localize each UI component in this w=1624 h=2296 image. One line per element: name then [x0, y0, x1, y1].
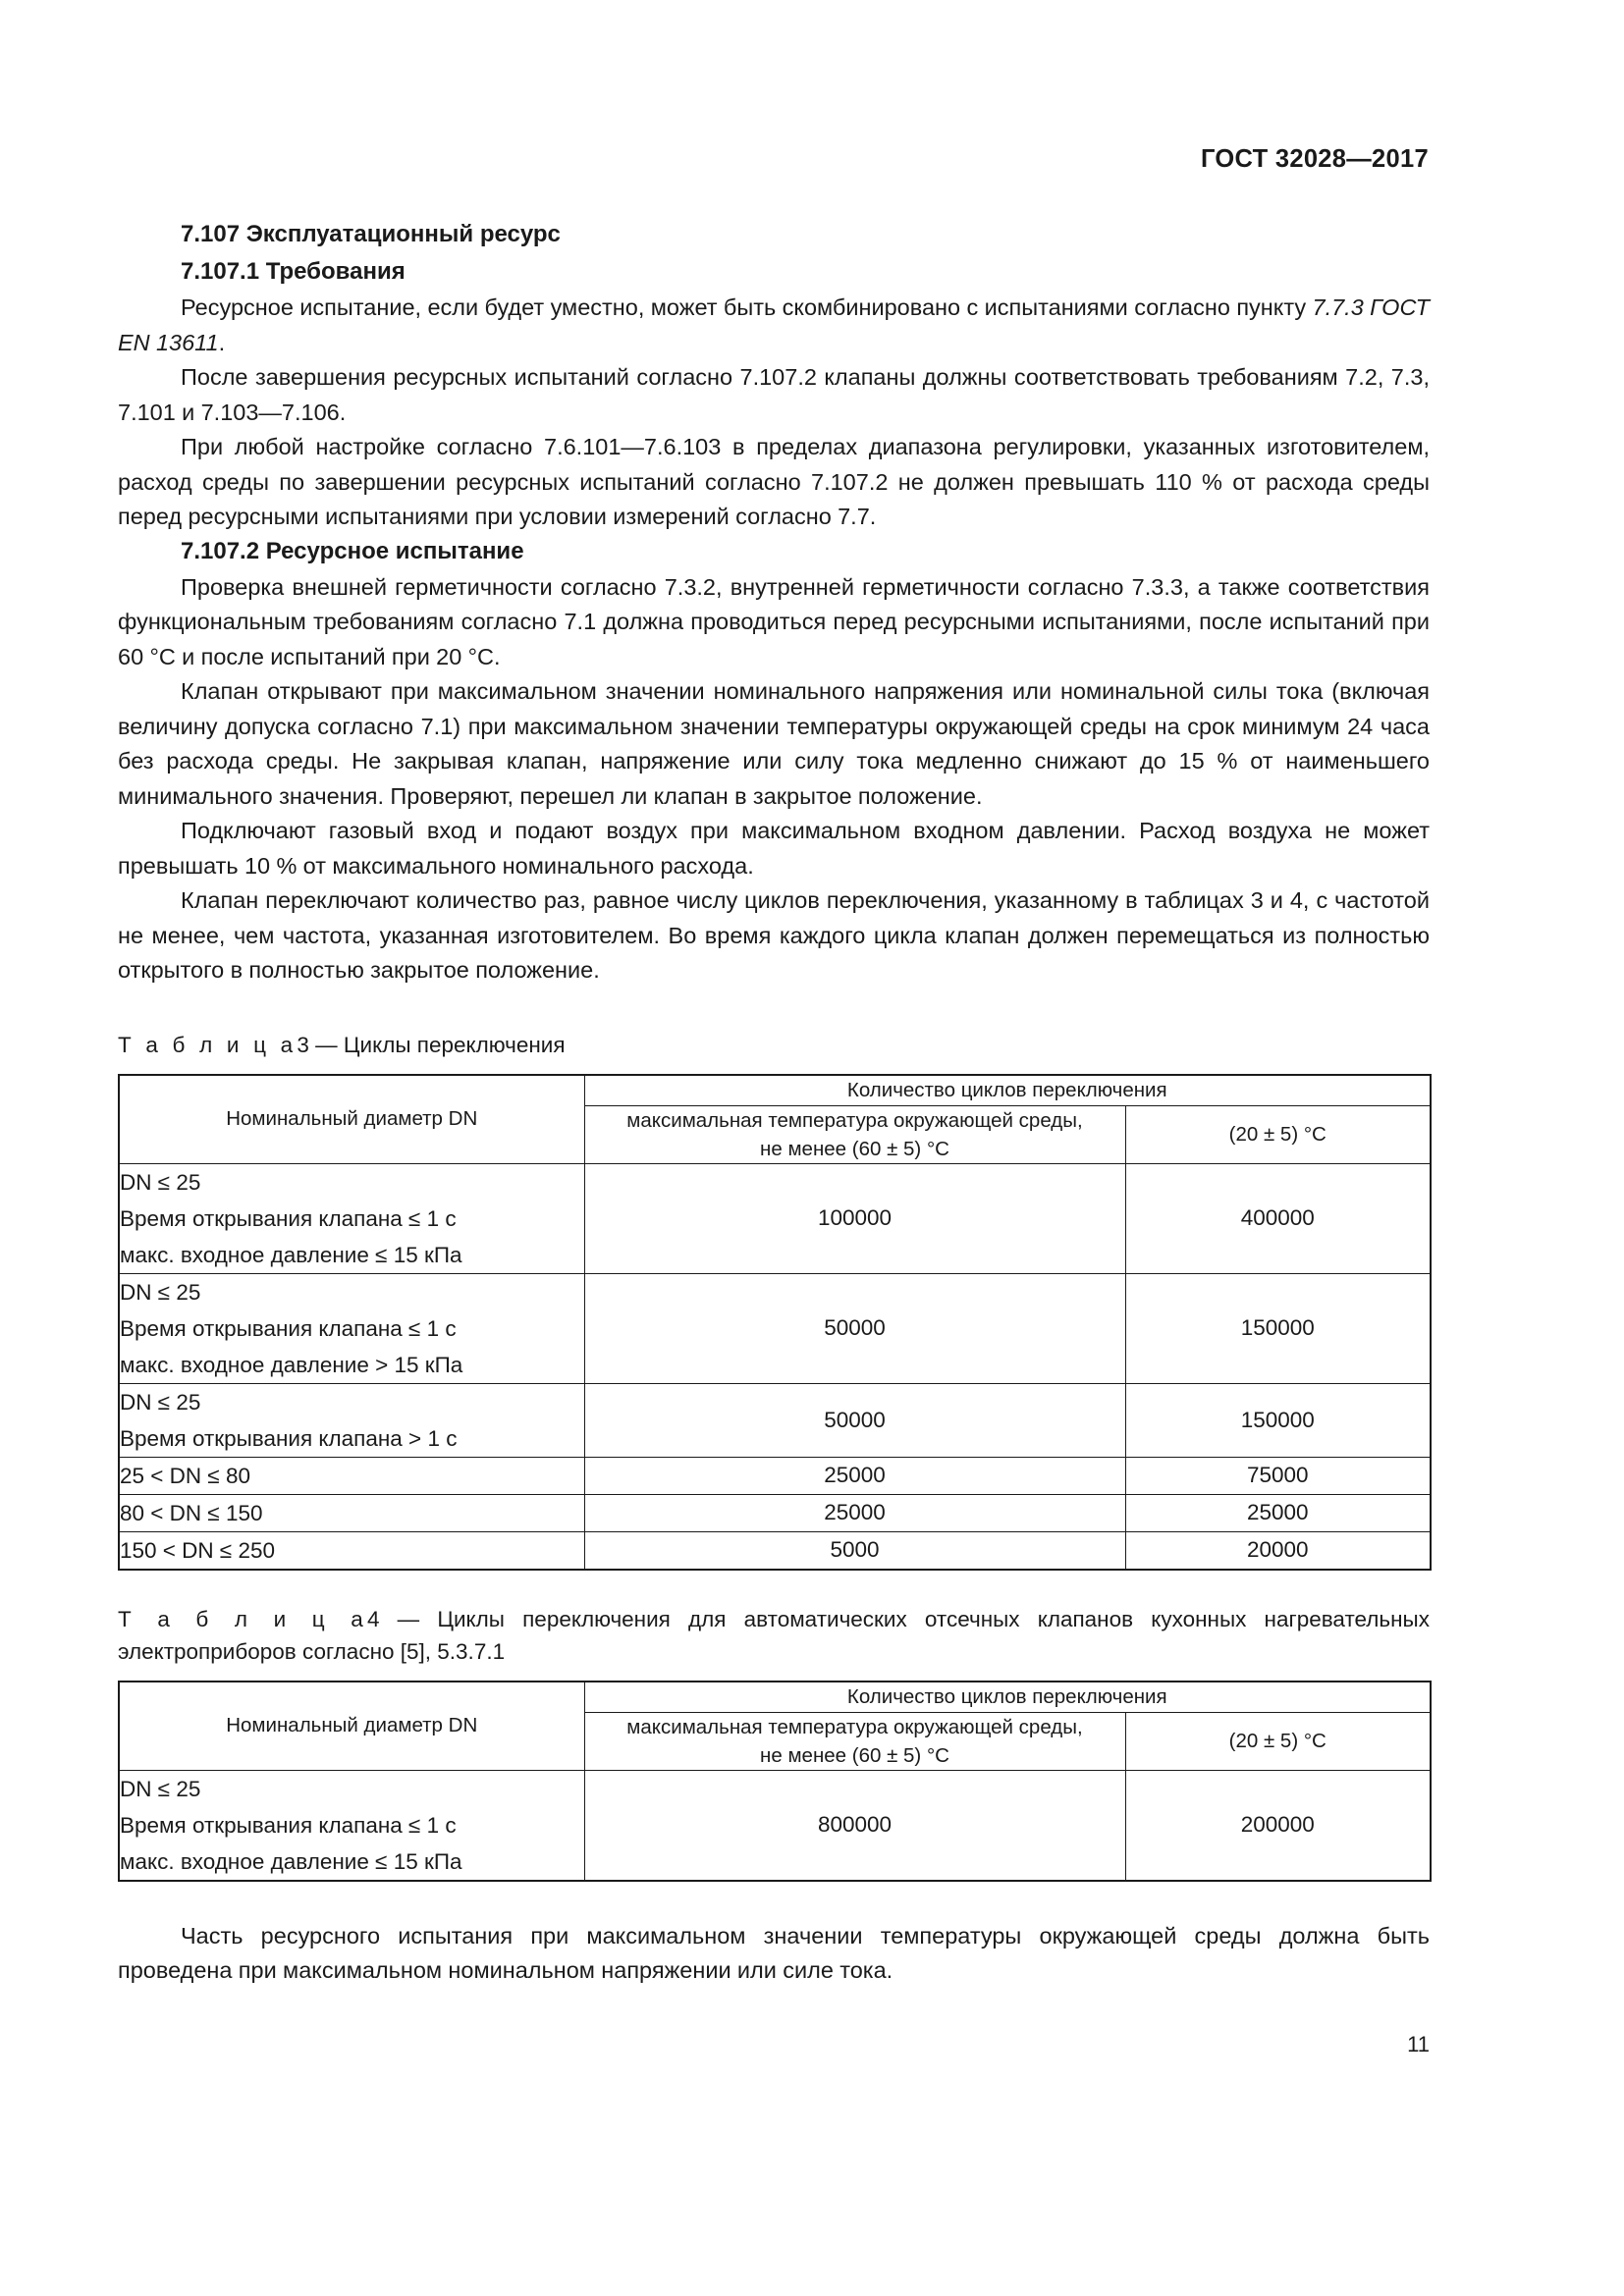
table-row: [119, 1770, 1431, 1881]
paragraph-text-part-b: .: [218, 329, 226, 355]
header-cell-cycle-count-group: Количество циклов переключения: [584, 1682, 1431, 1713]
dn-line: DN ≤ 25: [120, 1169, 201, 1195]
paragraph-reference-italic: 7.7.3 ГОСТ EN 13611: [118, 294, 1430, 355]
header-line-1: максимальная температура окружающей среды,: [626, 1715, 1083, 1738]
dn-line: 25 < DN ≤ 80: [120, 1463, 251, 1488]
cell-cycles-hot: 25000: [584, 1457, 1125, 1494]
cell-dn-condition: [119, 1163, 584, 1273]
header-line-1: максимальная температура окружающей среды,: [626, 1108, 1083, 1132]
table-switching-cycles-4: [118, 1681, 1432, 1882]
header-cell-room-temp: (20 ± 5) °C: [1125, 1105, 1431, 1163]
section-heading-7-107-1: 7.107.1 Требования: [181, 258, 406, 285]
table-3-caption: [118, 1029, 1430, 1061]
cell-cycles-hot: 5000: [584, 1531, 1125, 1570]
table-switching-cycles-3: [118, 1074, 1432, 1571]
paragraph-gas-inlet: Подключают газовый вход и подают воздух при максимальном входном давлении. Расход воздуха не может превышать 10 % от максимального номинального расхода.: [118, 818, 1430, 879]
header-cell-nominal-diameter: Номинальный диаметр DN: [119, 1075, 584, 1164]
cell-cycles-hot: 50000: [584, 1273, 1125, 1383]
dn-line: макс. входное давление ≤ 15 кПа: [120, 1242, 462, 1267]
dn-line: DN ≤ 25: [120, 1776, 201, 1801]
cell-cycles-cold: 150000: [1125, 1273, 1431, 1383]
paragraph-switching-cycles: Клапан переключают количество раз, равное числу циклов переключения, указанному в таблицах 3 и 4, с частотой не менее, чем частота, указанная изготовителем. Во время каждого цикла клапан должен перемещаться из полностью открытого в полностью закрытое положение.: [118, 887, 1430, 983]
dn-line: 80 < DN ≤ 150: [120, 1500, 263, 1525]
table-row: [119, 1163, 1431, 1273]
cell-dn-condition: [119, 1457, 584, 1494]
section-heading-7-107-2: 7.107.2 Ресурсное испытание: [181, 537, 524, 564]
paragraph-final-max-temp: Часть ресурсного испытания при максимальном значении температуры окружающей среды должна быть проведена при максимальном номинальном напряжении или силе тока.: [118, 1922, 1430, 1983]
header-line-2: не менее (60 ± 5) °C: [760, 1137, 949, 1160]
cell-cycles-cold: 20000: [1125, 1531, 1431, 1570]
table-3-caption-dash: —: [315, 1032, 338, 1057]
dn-line: Время открывания клапана ≤ 1 с: [120, 1205, 457, 1231]
section-heading-7-107: 7.107 Эксплуатационный ресурс: [181, 221, 561, 247]
header-line-2: не менее (60 ± 5) °C: [760, 1743, 949, 1767]
dn-line: Время открывания клапана ≤ 1 с: [120, 1812, 457, 1838]
table-row: [119, 1494, 1431, 1531]
dn-line: DN ≤ 25: [120, 1279, 201, 1305]
cell-dn-condition: [119, 1273, 584, 1383]
page-content: [118, 218, 1430, 2057]
cell-cycles-cold: 400000: [1125, 1163, 1431, 1273]
table-4-caption-number: 4: [366, 1606, 380, 1631]
paragraph-any-setting: При любой настройке согласно 7.6.101—7.6.103 в пределах диапазона регулировки, указанных изготовителем, расход среды по завершении ресурсных испытаний согласно 7.107.2 не должен превышать 110 % от расхода среды перед ресурсными испытаниями при условии измерений согласно 7.7.: [118, 434, 1430, 529]
paragraph-resource-test-combination: [118, 291, 1430, 360]
table-row: [119, 1457, 1431, 1494]
table-row: [119, 1531, 1431, 1570]
dn-line: макс. входное давление ≤ 15 кПа: [120, 1848, 462, 1874]
table-3-caption-title: Циклы переключения: [343, 1032, 566, 1057]
cell-cycles-hot: 25000: [584, 1494, 1125, 1531]
paragraph-text-part-a: Ресурсное испытание, если будет уместно, может быть скомбинировано с испытаниями согласно пункту: [181, 294, 1313, 320]
cell-cycles-hot: 50000: [584, 1383, 1125, 1457]
cell-dn-condition: [119, 1383, 584, 1457]
table-row: [119, 1383, 1431, 1457]
cell-cycles-hot: 800000: [584, 1770, 1125, 1881]
header-cell-max-ambient-temp: [584, 1712, 1125, 1770]
cell-cycles-cold: 150000: [1125, 1383, 1431, 1457]
cell-dn-condition: [119, 1531, 584, 1570]
dn-line: 150 < DN ≤ 250: [120, 1537, 276, 1563]
header-cell-room-temp: (20 ± 5) °C: [1125, 1712, 1431, 1770]
dn-line: DN ≤ 25: [120, 1389, 201, 1415]
table-header-row-group: [119, 1682, 1431, 1713]
table-4-caption: [118, 1603, 1430, 1668]
table-4-caption-title: Циклы переключения для автоматических отсечных клапанов кухонных нагревательных электроприборов согласно [5], 5.3.7.1: [118, 1606, 1430, 1664]
cell-cycles-cold: 75000: [1125, 1457, 1431, 1494]
cell-dn-condition: [119, 1770, 584, 1881]
table-4-caption-word: Т а б л и ц а: [118, 1606, 367, 1631]
paragraph-leak-check: Проверка внешней герметичности согласно 7.3.2, внутренней герметичности согласно 7.3.3, а также соответствия функциональным требованиям согласно 7.1 должна проводиться перед ресурсными испытаниями, после испытаний при 60 °C и после испытаний при 20 °C.: [118, 573, 1430, 669]
header-cell-cycle-count-group: Количество циклов переключения: [584, 1075, 1431, 1106]
table-header-row-group: [119, 1075, 1431, 1106]
cell-cycles-cold: 200000: [1125, 1770, 1431, 1881]
cell-cycles-cold: 25000: [1125, 1494, 1431, 1531]
header-cell-nominal-diameter: Номинальный диаметр DN: [119, 1682, 584, 1771]
paragraph-valve-opening: Клапан открывают при максимальном значении номинального напряжения или номинальной силы тока (включая величину допуска согласно 7.1) при максимальном значении температуры окружающей среды на срок минимум 24 часа без расхода среды. Не закрывая клапан, напряжение или силу тока медленно снижают до 15 % от наименьшего минимального значения. Проверяют, перешел ли клапан в закрытое положение.: [118, 678, 1430, 809]
dn-line: макс. входное давление > 15 кПа: [120, 1352, 463, 1377]
table-3-caption-word: Т а б л и ц а: [118, 1032, 298, 1057]
cell-cycles-hot: 100000: [584, 1163, 1125, 1273]
paragraph-after-completion: После завершения ресурсных испытаний согласно 7.107.2 клапаны должны соответствовать требованиям 7.2, 7.3, 7.101 и 7.103—7.106.: [118, 364, 1430, 425]
page-number: 11: [1407, 2031, 1430, 2056]
table-3-caption-number: 3: [297, 1032, 309, 1057]
dn-line: Время открывания клапана > 1 с: [120, 1425, 458, 1451]
header-cell-max-ambient-temp: [584, 1105, 1125, 1163]
table-row: [119, 1273, 1431, 1383]
table-4-caption-dash: —: [397, 1606, 420, 1631]
dn-line: Время открывания клапана ≤ 1 с: [120, 1315, 457, 1341]
running-header-standard-id: ГОСТ 32028—2017: [1200, 145, 1429, 173]
cell-dn-condition: [119, 1494, 584, 1531]
